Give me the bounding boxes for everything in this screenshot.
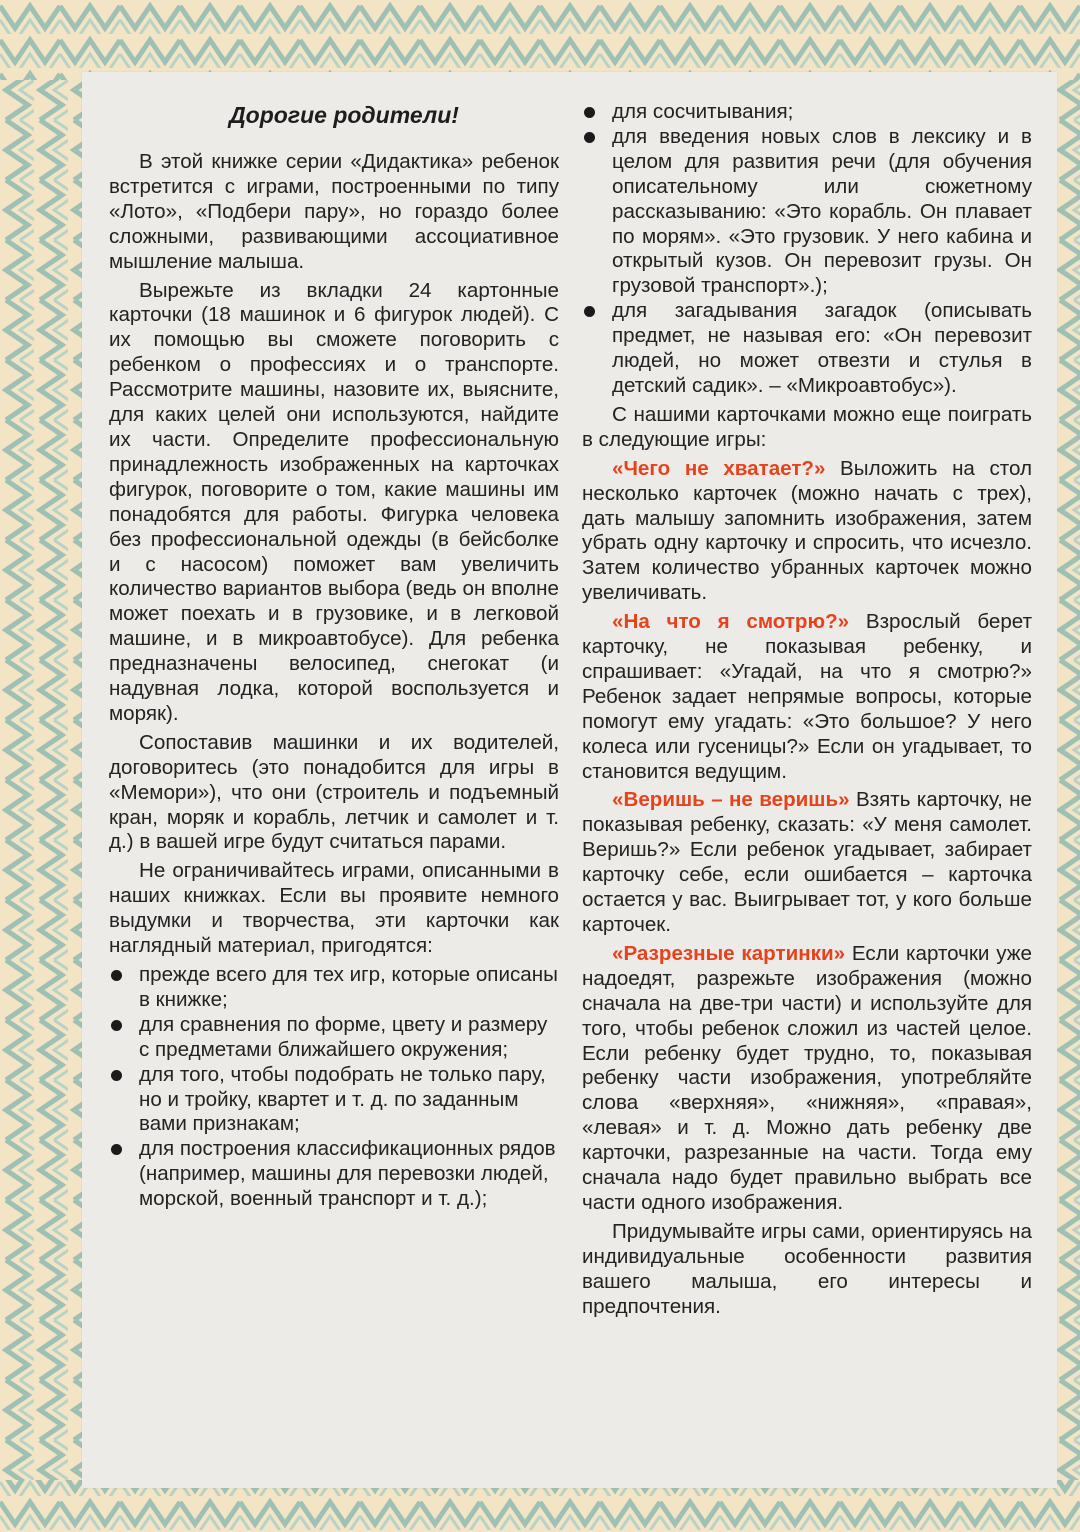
uses-list-right xyxy=(582,100,1032,399)
list-item: прежде всего для тех игр, которые описаны в книжке; xyxy=(109,963,559,1013)
bullet-icon xyxy=(111,1144,122,1155)
bullet-icon xyxy=(584,132,595,143)
list-item: для построения классификационных рядов (например, машины для перевозки людей, морской, военный транспорт и т. д.); xyxy=(109,1137,559,1212)
uses-list-left xyxy=(109,963,559,1212)
game-title: «Чего не хватает?» xyxy=(612,456,826,480)
bullet-icon xyxy=(584,306,595,317)
bullet-icon xyxy=(111,970,122,981)
list-item: для сравнения по форме, цвету и размеру с предметами ближайшего окружения; xyxy=(109,1013,559,1063)
game-what-am-i-looking-at: «На что я смотрю?» Взрослый берет карточку, не показывая ребенку, и спрашивает: «Угадай, на что я смотрю?» Ребенок задает непрямые вопросы, которые помогут ему угадать: «Это большое? У него колеса или гусеницы?» Если он угадывает, то становится ведущим. xyxy=(582,610,1032,783)
bullet-icon xyxy=(111,1020,122,1031)
game-title: «Веришь – не веришь» xyxy=(612,788,850,812)
list-item: для загадывания загадок (описывать предмет, не называя его: «Он перевозит людей, но может отвезти и стулья в детский садик». – «Микроавтобус»). xyxy=(582,299,1032,399)
game-title: «Разрезные картинки» xyxy=(612,941,846,965)
game-cut-pictures: «Разрезные картинки» Если карточки уже надоедят, разрежьте изображения (можно сначала на две-три части) и используйте для того, чтобы ребенок сложил из частей целое. Если ребенку будет трудно, то, показывая ребенку части изображения, употребляйте слова «верхняя», «нижняя», «правая», «левая» и т. д. Можно дать ребенку две карточки, разрезанные на части. Тогда ему сначала надо будет правильно выбрать все части одного изображения. xyxy=(582,941,1032,1214)
paragraph-pairs: Сопоставив машинки и их водителей, договоритесь (это понадобится для игры в «Мемори»), что они (строитель и подъемный кран, моряк и корабль, летчик и самолет и т. д.) в вашей игре будут считаться парами. xyxy=(109,730,559,854)
game-believe-or-not: «Веришь – не веришь» Взять карточку, не показывая ребенку, сказать: «У меня самолет. Веришь?» Если ребенок угадывает, забирает карточку себе, если ошибается – карточка остается у вас. Выигрывает тот, у кого больше карточек. xyxy=(582,788,1032,936)
list-item: для сосчитывания; xyxy=(582,100,1032,125)
text-panel xyxy=(82,72,1057,1488)
paragraph-uses: Не ограничивайтесь играми, описанными в наших книжках. Если вы проявите немного выдумки и творчества, эти карточки как наглядный материал, пригодятся: xyxy=(109,859,559,958)
bullet-icon xyxy=(584,107,595,118)
paragraph-closing: Придумывайте игры сами, ориентируясь на индивидуальные особенности развития вашего малыша, его интересы и предпочтения. xyxy=(582,1219,1032,1318)
page-title: Дорогие родители! xyxy=(229,102,459,128)
paragraph-games-intro: С нашими карточками можно еще поиграть в следующие игры: xyxy=(582,402,1032,451)
right-column xyxy=(582,100,1032,1324)
game-what-is-missing: «Чего не хватает?» Выложить на стол несколько карточек (можно начать с трех), дать малышу запомнить изображения, затем убрать одну карточку и спросить, что исчезло. Затем количество убранных карточек можно увеличивать. xyxy=(582,456,1032,605)
list-item: для введения новых слов в лексику и в целом для развития речи (для обучения описательному или сюжетному рассказыванию: «Это корабль. Он плавает по морям». «Это грузовик. У него кабина и открытый кузов. Он перевозит грузы. Он грузовой транспорт».); xyxy=(582,125,1032,299)
paragraph-intro: В этой книжке серии «Дидактика» ребенок встретится с играми, построенными по типу «Лото», «Подбери пару», но гораздо более сложными, развивающими ассоциативное мышление малыша. xyxy=(109,150,559,273)
game-title: «На что я смотрю?» xyxy=(612,610,850,634)
left-column xyxy=(109,100,559,1216)
bullet-icon xyxy=(111,1070,122,1081)
paragraph-cards: Вырежьте из вкладки 24 картонные карточки (18 машинок и 6 фигурок людей). С их помощью вы сможете поговорить с ребенком о профессиях и о транспорте. Рассмотрите машины, назовите их, выясните, для каких целей они используются, найдите их части. Определите профессиональную принадлежность изображенных на карточках фигурок, поговорите о том, какие машины им понадобятся для работы. Фигурка человека без профессиональной одежды (в бейсболке и с насосом) поможет вам увеличить количество вариантов выбора (ведь он вполне может поехать и в грузовике, и в легковой машине, и в микроавтобусе). Для ребенка предназначены велосипед, снегокат (и надувная лодка, которой воспользуется и моряк). xyxy=(109,278,559,725)
list-item: для того, чтобы подобрать не только пару, но и тройку, квартет и т. д. по заданным вами признакам; xyxy=(109,1063,559,1138)
